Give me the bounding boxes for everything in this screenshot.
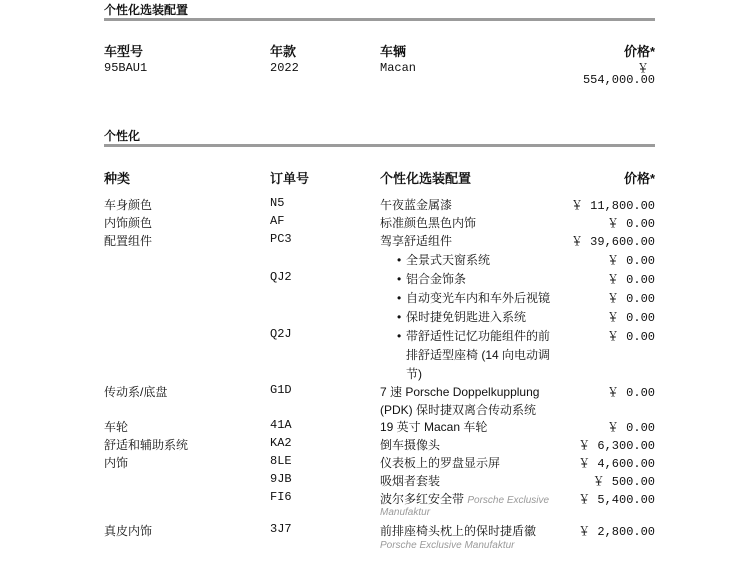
row-price: ￥ 0.00 [606,273,655,287]
section-divider [104,18,655,21]
header-option: 个性化选装配置 [380,171,472,186]
model-year-value: 2022 [270,61,299,75]
row-option-continued: 节) [406,367,422,381]
row-code: KA2 [270,436,292,450]
row-option [380,490,549,507]
row-option: 前排座椅头枕上的保时捷盾徽 [380,524,537,538]
row-code: N5 [270,196,285,210]
row-category: 传动系/底盘 [104,385,168,399]
row-option-text: 波尔多红安全带 [380,492,465,506]
vehicle-section-title: 个性化选装配置 [104,3,189,17]
row-price: ￥ 0.00 [606,217,655,231]
section-divider [104,144,655,147]
manufaktur-note: Porsche Exclusive Manufaktur [380,540,515,551]
row-price: ￥ 0.00 [606,421,655,435]
row-code: QJ2 [270,270,292,284]
row-price: ￥ 0.00 [606,330,655,344]
header-vehicle: 车辆 [380,44,407,59]
row-option: 驾享舒适组件 [380,234,453,248]
row-option: 吸烟者套装 [380,474,441,488]
row-option: 标准颜色黑色内饰 [380,216,477,230]
row-price: ￥ 0.00 [606,254,655,268]
row-code: 9JB [270,472,292,486]
currency-symbol: ￥ [636,62,649,76]
row-price: ￥ 4,600.00 [578,457,655,471]
row-code: PC3 [270,232,292,246]
header-model-year: 年款 [270,44,297,59]
vehicle-price-value: 554,000.00 [582,73,655,87]
manufaktur-note: Porsche Exclusive [467,495,550,506]
row-option-continued: 排舒适型座椅 (14 向电动调 [406,348,551,362]
row-price: ￥ 0.00 [606,292,655,306]
row-option: 午夜蓝金属漆 [380,198,453,212]
row-option: 19 英寸 Macan 车轮 [380,420,488,434]
row-code: FI6 [270,490,292,504]
row-code: Q2J [270,327,292,341]
row-code: 3J7 [270,522,292,536]
row-option: 7 速 Porsche Doppelkupplung [380,385,540,399]
row-price: ￥ 5,400.00 [578,493,655,507]
vehicle-value: Macan [380,61,417,75]
row-category: 真皮内饰 [104,524,153,538]
row-option-subitem: • 自动变光车内和车外后视镜 [397,289,550,306]
row-option: 仪表板上的罗盘显示屏 [380,456,501,470]
header-category: 种类 [104,171,131,186]
model-code-value: 95BAU1 [104,61,148,75]
header-order-no: 订单号 [270,171,310,186]
row-code: G1D [270,383,292,397]
row-code: 8LE [270,454,292,468]
row-option-subitem: • 保时捷免钥匙进入系统 [397,308,526,325]
row-code: AF [270,214,285,228]
row-price: ￥ 2,800.00 [578,525,655,539]
row-option: 倒车摄像头 [380,438,441,452]
row-category: 配置组件 [104,234,153,248]
row-category: 车轮 [104,420,129,434]
row-price: ￥ 39,600.00 [570,235,655,249]
row-option-subitem: • 带舒适性记忆功能组件的前 [397,327,550,344]
header-price: 价格* [623,44,655,59]
row-category: 内饰颜色 [104,216,153,230]
row-price: ￥ 0.00 [606,311,655,325]
row-option-subitem: • 铝合金饰条 [397,270,466,287]
personalization-section-title: 个性化 [104,129,141,143]
manufaktur-note: Manufaktur [380,507,431,518]
row-price: ￥ 500.00 [592,475,655,489]
row-category: 内饰 [104,456,129,470]
row-option-continued: (PDK) 保时捷双离合传动系统 [380,403,537,417]
row-option-subitem: • 全景式天窗系统 [397,251,490,268]
row-category: 车身颜色 [104,198,153,212]
row-category: 舒适和辅助系统 [104,438,189,452]
header-model-code: 车型号 [104,44,144,59]
row-price: ￥ 0.00 [606,386,655,400]
row-code: 41A [270,418,292,432]
row-price: ￥ 6,300.00 [578,439,655,453]
header-price: 价格* [623,171,655,186]
row-price: ￥ 11,800.00 [570,199,655,213]
